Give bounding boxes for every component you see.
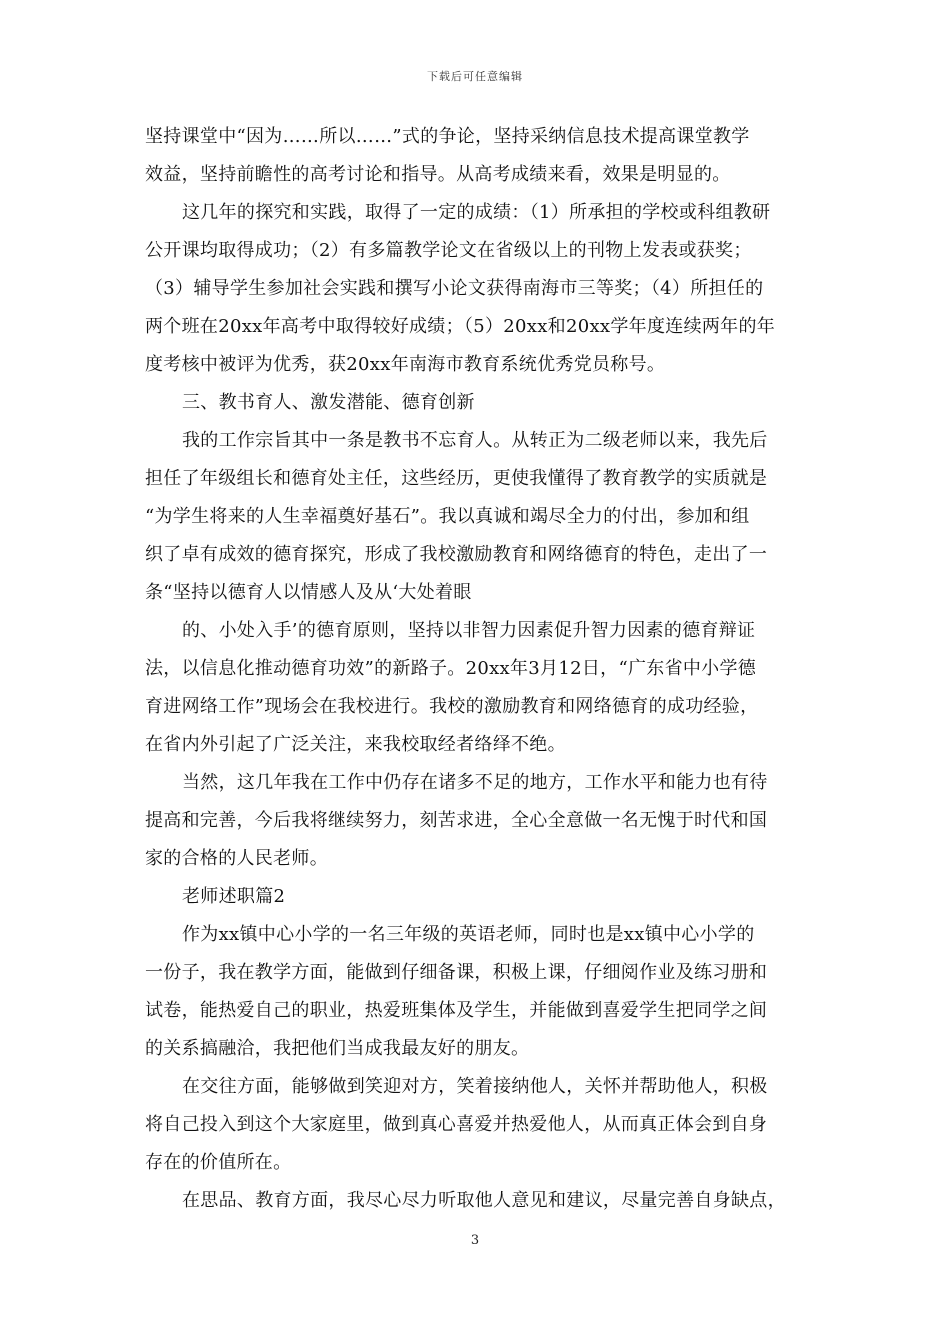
text-line: 条“坚持以德育人以情感人及从‘大处着眼	[145, 582, 472, 603]
text-line: 一份子，我在教学方面，能做到仔细备课，积极上课，仔细阅作业及练习册和	[145, 962, 768, 983]
document-body	[145, 118, 810, 1220]
text-line: 将自己投入到这个大家庭里，做到真心喜爱并热爱他人，从而真正体会到自身	[145, 1114, 768, 1135]
text-line: 家的合格的人民老师。	[145, 848, 328, 869]
page-header: 下载后可任意编辑	[427, 70, 523, 83]
text-line: 两个班在20xx年高考中取得较好成绩；（5）20xx和20xx学年度连续两年的年	[145, 316, 776, 337]
text-line: “为学生将来的人生幸福奠好基石”。我以真诚和竭尽全力的付出，参加和组	[145, 506, 750, 527]
text-line: 在思品、教育方面，我尽心尽力听取他人意见和建议，尽量完善自身缺点，	[182, 1190, 786, 1211]
section-heading: 老师述职篇2	[182, 886, 286, 907]
text-line: 育进网络工作”现场会在我校进行。我校的激励教育和网络德育的成功经验，	[145, 696, 759, 717]
text-line: 这几年的探究和实践，取得了一定的成绩：（1）所承担的学校或科组教研	[182, 202, 771, 223]
text-line: 度考核中被评为优秀，获20xx年南海市教育系统优秀党员称号。	[145, 354, 666, 375]
text-line: 在省内外引起了广泛关注，来我校取经者络绎不绝。	[145, 734, 566, 755]
text-line: 的关系搞融洽，我把他们当成我最友好的朋友。	[145, 1038, 530, 1059]
text-line: 效益，坚持前瞻性的高考讨论和指导。从高考成绩来看，效果是明显的。	[145, 164, 731, 185]
text-line: 试卷，能热爱自己的职业，热爱班集体及学生，并能做到喜爱学生把同学之间	[145, 1000, 768, 1021]
text-line: 我的工作宗旨其中一条是教书不忘育人。从转正为二级老师以来，我先后	[182, 430, 768, 451]
text-line: 织了卓有成效的德育探究，形成了我校激励教育和网络德育的特色，走出了一	[145, 544, 768, 565]
text-line: 法，以信息化推动德育功效”的新路子。20xx年3月12日，“广东省中小学德	[145, 658, 757, 679]
text-line: （3）辅导学生参加社会实践和撰写小论文获得南海市三等奖；（4）所担任的	[145, 278, 764, 299]
text-line: 坚持课堂中“因为……所以……”式的争论，坚持采纳信息技术提高课堂教学	[145, 126, 750, 147]
text-line: 作为xx镇中心小学的一名三年级的英语老师，同时也是xx镇中心小学的	[182, 924, 755, 945]
text-line: 当然，这几年我在工作中仍存在诸多不足的地方，工作水平和能力也有待	[182, 772, 768, 793]
text-line: 提高和完善，今后我将继续努力，刻苦求进，全心全意做一名无愧于时代和国	[145, 810, 768, 831]
text-line: 在交往方面，能够做到笑迎对方，笑着接纳他人，关怀并帮助他人，积极	[182, 1076, 768, 1097]
text-line: 的、小处入手’的德育原则，坚持以非智力因素促升智力因素的德育辩证	[182, 620, 756, 641]
page-number: 3	[470, 1233, 480, 1248]
text-line: 担任了年级组长和德育处主任，这些经历，更使我懂得了教育教学的实质就是	[145, 468, 768, 489]
text-line: 存在的价值所在。	[145, 1152, 292, 1173]
text-line: 公开课均取得成功；（2）有多篇教学论文在省级以上的刊物上发表或获奖；	[145, 240, 752, 261]
section-heading: 三、教书育人、激发潜能、德育创新	[182, 392, 475, 413]
